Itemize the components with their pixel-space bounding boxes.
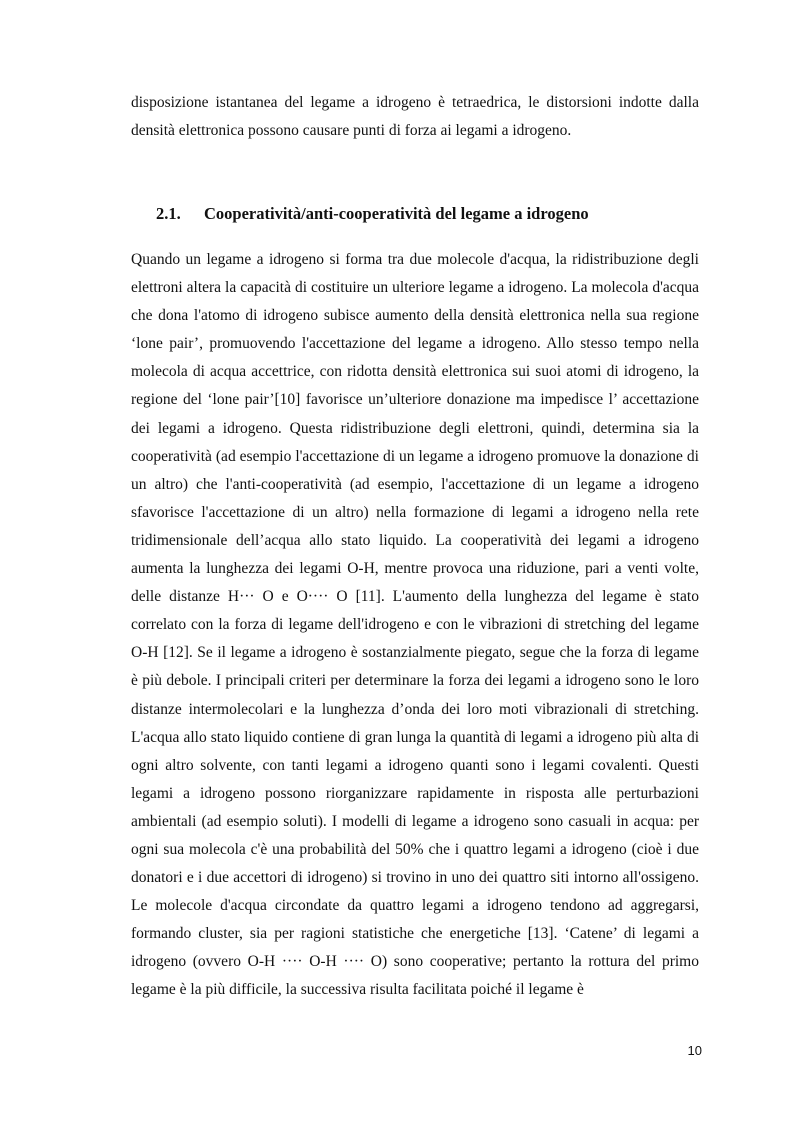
intro-paragraph: disposizione istantanea del legame a idrogeno è tetraedrica, le distorsioni indotte dalla densità elettronica possono causare punti di forza ai legami a idrogeno. <box>131 94 699 140</box>
section-number: 2.1. <box>156 204 181 223</box>
section-title: Cooperatività/anti-cooperatività del legame a idrogeno <box>204 204 589 223</box>
body-paragraph: Quando un legame a idrogeno si forma tra due molecole d'acqua, la ridistribuzione degli elettroni altera la capacità di costituire un ulteriore legame a idrogeno. La molecola d'acqua che dona l'atomo di idrogeno subisce aumento della densità elettronica nella sua regione ‘lone pair’, promuovendo l'accettazione del legame a idrogeno. Allo stesso tempo nella molecola di acqua accettrice, con ridotta densità elettronica sui suoi atomi di idrogeno, la regione del ‘lone pair’[10] favorisce un’ulteriore donazione ma impedisce l’ accettazione dei legami a idrogeno. Questa ridistribuzione degli elettroni, quindi, determina sia la cooperatività (ad esempio l'accettazione di un legame a idrogeno promuove la donazione di un altro) che l'anti-cooperatività (ad esempio, l'accettazione di un legame a idrogeno sfavorisce l'accettazione di un altro) nella formazione di legami a idrogeno nella rete tridimensionale dell’acqua allo stato liquido. La cooperatività dei legami a idrogeno aumenta la lunghezza dei legami O-H, mentre provoca una riduzione, pari a venti volte, delle distanze H··· O e O···· O [11]. L'aumento della lunghezza del legame è stato correlato con la forza di legame dell'idrogeno e con le vibrazioni di stretching del legame O-H [12]. Se il legame a idrogeno è sostanzialmente piegato, segue che la forza di legame è più debole. I principali criteri per determinare la forza dei legami a idrogeno sono le loro distanze intermolecolari e la lunghezza d’onda dei loro moti vibrazionali di stretching. L'acqua allo stato liquido contiene di gran lunga la quantità di legami a idrogeno più alta di ogni altro solvente, con tanti legami a idrogeno quanti sono i legami covalenti. Questi legami a idrogeno possono riorganizzare rapidamente in risposta alle perturbazioni ambientali (ad esempio soluti). I modelli di legame a idrogeno sono casuali in acqua: per ogni sua molecola c'è una probabilità del 50% che i quattro legami a idrogeno (cioè i due donatori e i due accettori di idrogeno) si trovino in uno dei quattro siti intorno all'ossigeno. Le molecole d'acqua circondate da quattro legami a idrogeno tendono ad aggregarsi, formando cluster, sia per ragioni statistiche che energetiche [13]. ‘Catene’ di legami a idrogeno (ovvero O-H ···· O-H ···· O) sono cooperative; pertanto la rottura del primo legame è la più difficile, la successiva risulta facilitata poiché il legame è <box>131 251 699 999</box>
section-heading <box>156 204 589 224</box>
page-number: 10 <box>687 1043 702 1058</box>
